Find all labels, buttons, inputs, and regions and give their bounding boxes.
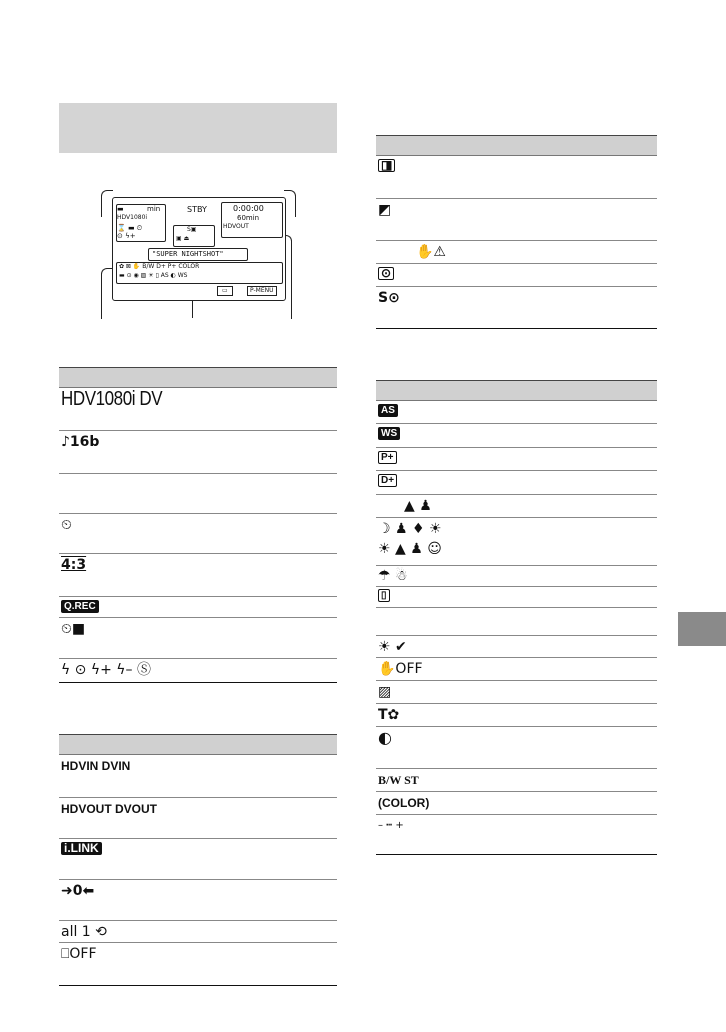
table-row bbox=[59, 659, 337, 683]
table-header bbox=[59, 734, 337, 755]
audio-16bit-icon: ♪16b bbox=[61, 434, 100, 450]
table-row bbox=[59, 839, 337, 880]
auto-shutter-icon: AS bbox=[378, 404, 398, 417]
ilink-icon: i.LINK bbox=[61, 842, 102, 855]
scene-selection-icon: ☽ ♟ ♦ ☀ bbox=[378, 521, 442, 537]
table-row bbox=[376, 471, 657, 495]
beach-snow-icon: ☂ ☃ bbox=[378, 568, 408, 584]
right-table-2 bbox=[376, 380, 657, 855]
table-row bbox=[59, 514, 337, 554]
table-row bbox=[59, 388, 337, 431]
left-table-2 bbox=[59, 734, 337, 986]
spotlight-icon: ◨ bbox=[378, 159, 395, 172]
table-row bbox=[59, 880, 337, 921]
table-row bbox=[376, 264, 657, 287]
chapter-edge-tab bbox=[678, 612, 726, 646]
battery-min: min bbox=[147, 205, 161, 213]
bw-sepia-icon: B/W ST bbox=[378, 773, 419, 787]
table-row bbox=[376, 815, 657, 855]
table-row bbox=[376, 769, 657, 792]
steadyshot-off-icon: ✋OFF bbox=[378, 661, 423, 677]
table-row bbox=[376, 287, 657, 329]
lcd-hdvout: HDVOUT bbox=[223, 223, 249, 230]
zero-set-icon: ➜0⬅ bbox=[61, 883, 95, 899]
exposure-bar-icon: – ┅ + bbox=[378, 820, 404, 831]
zebra-icon: ▨ bbox=[378, 684, 392, 700]
lcd-stby: STBY bbox=[187, 205, 207, 214]
hdv-out-icon: HDVOUT DVOUT bbox=[61, 802, 157, 816]
backlight-icon: ▯ bbox=[378, 589, 390, 602]
table-row bbox=[59, 597, 337, 618]
table-header bbox=[376, 380, 657, 401]
table-row bbox=[376, 495, 657, 518]
table-row bbox=[376, 727, 657, 769]
lcd-hdv1080i: HDV1080i bbox=[117, 214, 148, 221]
interval-rec-icon: ⏲■ bbox=[61, 621, 86, 637]
table-row bbox=[376, 587, 657, 608]
scene-selection-icon-2: ☀ ▲ ♟ ☺ bbox=[378, 541, 442, 557]
super-nightshot-icon: S⊙ bbox=[378, 290, 400, 306]
table-row bbox=[59, 798, 337, 839]
table-row bbox=[59, 755, 337, 798]
lcd-backlight-off-icon: ⎕OFF bbox=[61, 946, 97, 962]
color-slow-shutter-icon: ◐ bbox=[378, 728, 392, 747]
table-row bbox=[59, 474, 337, 514]
lcd-pmenu: P-MENU bbox=[247, 286, 277, 296]
hdv1080i-dv-icon: HDV1080i DV bbox=[61, 388, 163, 410]
table-row bbox=[376, 424, 657, 448]
tele-macro-icon: ◩ bbox=[378, 202, 392, 218]
playback-mode-icon: all 1 ⟲ bbox=[61, 924, 107, 940]
table-row bbox=[59, 554, 337, 597]
left-table-1 bbox=[59, 367, 337, 683]
table-row bbox=[59, 943, 337, 986]
table-row bbox=[376, 681, 657, 704]
table-row bbox=[376, 792, 657, 815]
focus-icon: ▲ ♟ bbox=[404, 498, 432, 514]
table-row bbox=[376, 636, 657, 658]
table-header bbox=[376, 135, 657, 156]
lcd-screen: ▬ min HDV1080i ⌛ ▬ ⏲ ⊙ ϟ+ STBY 0:00:00 60min HDVOUT S▣ ▣ ⏏ "SUPER NIGHTSHOT" ✿ ⊠ ✋ B/W D+ P+ COLOR ▬ ⊙ ◉ ▨ ☀ ▯ AS ◐ WS ▭ P-MENU bbox=[112, 197, 286, 301]
nightshot-icon: ⊙ bbox=[378, 267, 394, 280]
table-row bbox=[376, 199, 657, 241]
table-header bbox=[59, 367, 337, 388]
picture-effect-icon: P+ bbox=[378, 451, 397, 464]
table-row bbox=[376, 448, 657, 471]
table-row bbox=[376, 241, 657, 264]
table-row bbox=[376, 566, 657, 587]
table-row bbox=[59, 921, 337, 943]
table-row bbox=[376, 156, 657, 199]
camera-shake-warning-icon: ✋⚠ bbox=[416, 244, 446, 260]
section-header-box bbox=[59, 103, 337, 153]
quick-rec-icon: Q.REC bbox=[61, 600, 99, 613]
table-row bbox=[376, 401, 657, 424]
self-timer-icon: ⏲ bbox=[61, 517, 72, 533]
table-row bbox=[376, 658, 657, 681]
table-row bbox=[376, 518, 657, 566]
digital-effect-icon: D+ bbox=[378, 474, 397, 487]
flash-mode-icon: ϟ ⊙ ϟ+ ϟ– Ⓢ bbox=[61, 662, 151, 678]
lcd-remaining: 60min bbox=[237, 214, 260, 222]
white-balance-icon: ☀ ✔ bbox=[378, 639, 407, 655]
aspect-4-3-icon: 4:3 bbox=[61, 557, 87, 573]
tele-macro-flower-icon: T✿ bbox=[378, 707, 400, 723]
hdv-in-icon: HDVIN DVIN bbox=[61, 759, 131, 773]
lcd-timecode: 0:00:00 bbox=[233, 204, 264, 213]
wide-select-icon: WS bbox=[378, 427, 400, 440]
table-row bbox=[376, 608, 657, 636]
table-row bbox=[59, 431, 337, 474]
right-table-1 bbox=[376, 135, 657, 329]
lcd-nightshot: "SUPER NIGHTSHOT" bbox=[152, 250, 224, 258]
table-row bbox=[59, 618, 337, 659]
color-icon: (COLOR) bbox=[378, 796, 430, 810]
table-row bbox=[376, 704, 657, 727]
